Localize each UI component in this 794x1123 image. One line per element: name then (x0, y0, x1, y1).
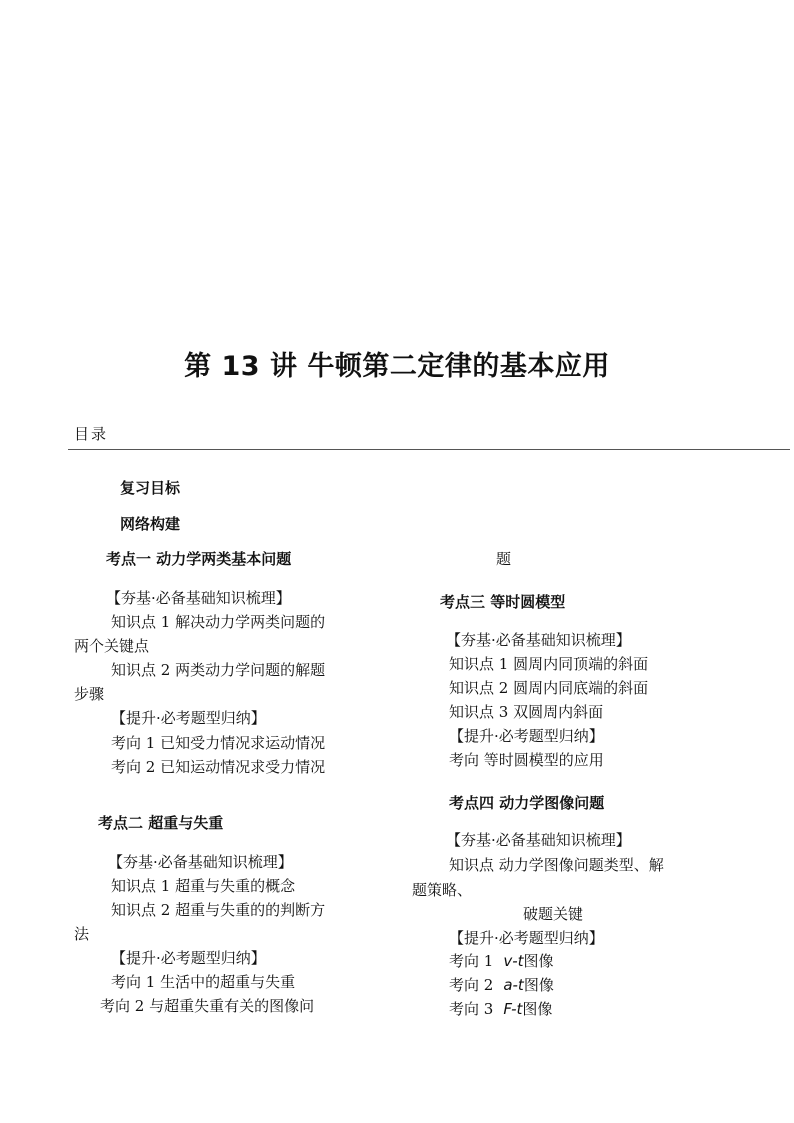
toc-topic2-d2[interactable]: 考向 2 与超重失重有关的图像问 (100, 997, 315, 1015)
toc-topic4-d2-suffix: 图像 (523, 976, 554, 994)
toc-topic3-basics[interactable]: 【夯基·必备基础知识梳理】 (446, 631, 631, 649)
toc-topic1-k1-cont[interactable]: 两个关键点 (74, 637, 150, 655)
toc-topic2-d1[interactable]: 考向 1 生活中的超重与失重 (111, 973, 296, 991)
toc-topic3-d[interactable]: 考向 等时圆模型的应用 (449, 751, 604, 769)
toc-topic4-k-cont[interactable]: 题策略、 (412, 881, 473, 899)
toc-topic4-d2[interactable] (449, 975, 554, 995)
toc-topic1-d1[interactable]: 考向 1 已知受力情况求运动情况 (111, 734, 326, 752)
toc-topic4-k[interactable]: 知识点 动力学图像问题类型、解 (449, 856, 664, 874)
toc-topic2-d2-cont[interactable]: 题 (496, 550, 512, 568)
toc-topic4-d3[interactable] (449, 999, 552, 1019)
toc-topic3-advance[interactable]: 【提升·必考题型归纳】 (449, 727, 604, 745)
toc-topic4-d1-label: 考向 1 (449, 952, 494, 970)
toc-topic1-d2[interactable]: 考向 2 已知运动情况求受力情况 (111, 758, 326, 776)
page-title: 第 13 讲 牛顿第二定律的基本应用 (184, 351, 610, 382)
toc-topic3-k1[interactable]: 知识点 1 圆周内同顶端的斜面 (449, 655, 649, 673)
toc-item-review-goals[interactable]: 复习目标 (120, 479, 181, 497)
toc-topic3-heading[interactable]: 考点三 等时圆模型 (440, 593, 566, 611)
toc-topic4-basics[interactable]: 【夯基·必备基础知识梳理】 (446, 831, 631, 849)
toc-topic3-k3[interactable]: 知识点 3 双圆周内斜面 (449, 703, 604, 721)
toc-topic4-d3-label: 考向 3 (449, 1000, 494, 1018)
toc-topic4-d2-graph: a-t (503, 976, 524, 994)
toc-topic2-k1[interactable]: 知识点 1 超重与失重的概念 (111, 877, 296, 895)
toc-topic4-d1-suffix: 图像 (523, 952, 554, 970)
toc-topic2-basics[interactable]: 【夯基·必备基础知识梳理】 (108, 853, 293, 871)
toc-topic2-k2[interactable]: 知识点 2 超重与失重的的判断方 (111, 901, 326, 919)
toc-topic1-basics[interactable]: 【夯基·必备基础知识梳理】 (106, 589, 291, 607)
toc-topic1-k1[interactable]: 知识点 1 解决动力学两类问题的 (111, 613, 326, 631)
toc-topic4-d3-suffix: 图像 (522, 1000, 553, 1018)
toc-topic4-d1[interactable] (449, 951, 554, 971)
toc-topic1-k2-cont[interactable]: 步骤 (74, 685, 105, 703)
toc-topic3-k2[interactable]: 知识点 2 圆周内同底端的斜面 (449, 679, 649, 697)
toc-topic4-d1-graph: v-t (503, 952, 524, 970)
toc-topic4-k-cont2[interactable]: 破题关键 (523, 905, 584, 923)
toc-topic2-advance[interactable]: 【提升·必考题型归纳】 (111, 949, 266, 967)
toc-topic1-k2[interactable]: 知识点 2 两类动力学问题的解题 (111, 661, 326, 679)
toc-item-network[interactable]: 网络构建 (120, 515, 181, 533)
toc-topic2-heading[interactable]: 考点二 超重与失重 (98, 814, 224, 832)
toc-topic1-heading[interactable]: 考点一 动力学两类基本问题 (106, 550, 292, 568)
toc-topic1-advance[interactable]: 【提升·必考题型归纳】 (111, 709, 266, 727)
toc-label: 目录 (74, 425, 109, 443)
toc-topic4-heading[interactable]: 考点四 动力学图像问题 (449, 794, 605, 812)
toc-topic4-d3-graph: F-t (503, 1000, 523, 1018)
toc-topic4-advance[interactable]: 【提升·必考题型归纳】 (449, 929, 604, 947)
header-divider (68, 449, 790, 450)
toc-topic4-d2-label: 考向 2 (449, 976, 494, 994)
toc-topic2-k2-cont[interactable]: 法 (74, 925, 90, 943)
